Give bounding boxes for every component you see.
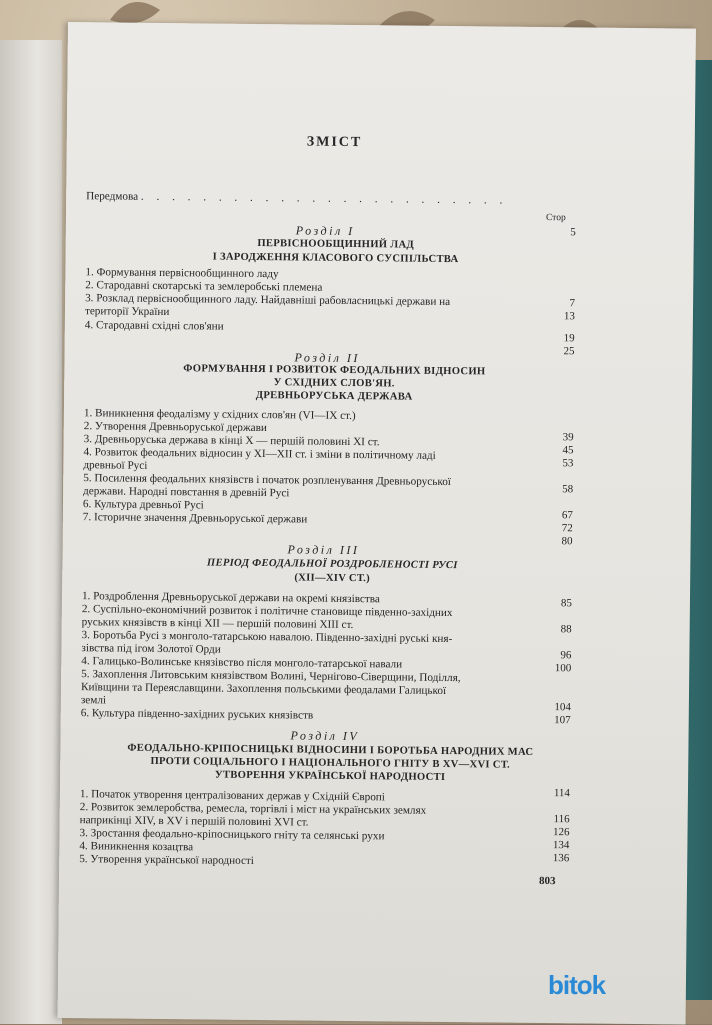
s4-page-2: 116 [553, 813, 570, 826]
section-4-name: Розділ IV [290, 728, 360, 744]
s3-item-2b: руських князівств в кінці XII — першій половині XIII ст. [81, 616, 354, 632]
s2-item-3: 3. Древньоруська держава в кінці X — першій половині XI ст. [83, 433, 380, 449]
s2-item-4: 4. Розвиток феодальних відносин у XI—XII ст. і зміни в політичному ладі [83, 446, 436, 462]
s4-item-3: 3. Зростання феодально-кріпосницького гніту та селянські рухи [79, 827, 385, 843]
s1-page-2: 13 [563, 310, 576, 323]
section-3-heading-2: (XII—XIV СТ.) [294, 572, 371, 585]
s4-page-1: 114 [553, 787, 571, 800]
s2-page-4: 58 [562, 483, 574, 496]
s3-page-4: 100 [554, 662, 572, 675]
s1-item-2: 2. Стародавні скотарські та землеробські племена [85, 279, 323, 294]
s3-item-5: 5. Захоплення Литовським князівством Волині, Чернігово-Сіверщини, Поділля, [81, 668, 461, 685]
preface-page: 5 [570, 226, 576, 239]
section-4-heading-2: ПРОТИ СОЦІАЛЬНОГО І НАЦІОНАЛЬНОГО ГНІТУ В XV—XVI СТ. [150, 755, 511, 771]
s2-item-6: 6. Культура древньої Русі [82, 498, 204, 512]
s2-item-7: 7. Історичне значення Древньоруської держави [82, 511, 308, 526]
section-2-heading-2: У СХІДНИХ СЛОВ'ЯН. [273, 377, 395, 390]
s3-page-2: 88 [560, 623, 572, 636]
s1-item-4: 4. Стародавні східні слов'яни [84, 319, 224, 333]
s3-item-3: 3. Боротьба Русі з монголо-татарською навалою. Південно-західні руські кня- [81, 629, 453, 646]
section-4-heading-3: УТВОРЕННЯ УКРАЇНСЬКОЇ НАРОДНОСТІ [214, 769, 446, 783]
s3-item-5c: землі [80, 694, 107, 707]
section-2-heading-1: ФОРМУВАННЯ І РОЗВИТОК ФЕОДАЛЬНИХ ВІДНОСИН [183, 363, 486, 378]
s2-item-1: 1. Виникнення феодалізму у східних слов'ян (VI—IX ст.) [83, 407, 356, 423]
s3-page-6: 107 [554, 714, 571, 727]
s3-page-5: 104 [554, 701, 571, 714]
section-1-heading-1: ПЕРВІСНООБЩИННИЙ ЛАД [257, 237, 415, 251]
section-4-heading-1: ФЕОДАЛЬНО-КРІПОСНИЦЬКІ ВІДНОСИНИ І БОРОТЬБА НАРОДНИХ МАС [127, 742, 534, 758]
book-page [58, 22, 696, 1025]
s4-item-4: 4. Виникнення козацтва [79, 840, 194, 854]
s4-item-2b: наприкінці XIV, в XV і першій половині XVI ст. [79, 814, 309, 829]
s3-item-1: 1. Роздроблення Древньоруської держави на окремі князівства [81, 590, 380, 606]
s3-item-2: 2. Суспільно-економічний розвиток і політичне становище південно-західних [81, 603, 453, 620]
watermark-logo [548, 970, 605, 1001]
section-2-name: Розділ II [294, 350, 360, 366]
s2-page-3: 53 [562, 457, 574, 470]
stor-label: Стор [545, 213, 566, 224]
section-3-heading-1: ПЕРІОД ФЕОДАЛЬНОЇ РОЗДРОБЛЕНОСТІ РУСІ [206, 557, 458, 572]
s4-page-3: 126 [552, 826, 570, 839]
s3-item-6: 6. Культура південно-західних руських князівств [80, 707, 314, 722]
s1-item-1: 1. Формування первіснообщинного ладу [85, 266, 279, 281]
page-title: ЗМІСТ [306, 134, 363, 151]
s4-page-4: 134 [552, 839, 570, 852]
s2-page-1: 39 [562, 431, 574, 444]
s1-item-3: 3. Розклад первіснообщинного ладу. Найдавніші рабовласницькі держави на [85, 292, 451, 309]
s2-page-5: 67 [561, 509, 573, 522]
s4-item-5: 5. Утворення української народності [79, 853, 255, 867]
s2-page-7: 80 [561, 535, 573, 548]
s2-item-2: 2. Утворення Древньоруської держави [83, 420, 267, 435]
s2-item-4b: древньої Русі [83, 459, 148, 472]
s3-item-5b: Київщини та Переяславщини. Захоплення польськими феодалами Галицької [80, 681, 447, 697]
s3-page-3: 96 [560, 649, 572, 662]
s2-item-5b: держави. Народні повстання в древній Русі [83, 485, 290, 500]
preface-label: Передмова [86, 190, 139, 203]
s2-item-5: 5. Посилення феодальних князівств і початок розпленування Древньоруської [83, 472, 452, 489]
left-page-edge [0, 40, 62, 1024]
preface-row: Передмова . . . . . . . . . . . . . . . . . . . . . . . . [86, 190, 508, 207]
watermark-text: bitok [548, 970, 606, 1000]
section-2-heading-3: ДРЕВНЬОРУСЬКА ДЕРЖАВА [255, 389, 413, 403]
s3-page-1: 85 [560, 597, 573, 610]
s4-item-2: 2. Розвиток землеробства, ремесла, торгівлі і міст на українських землях [79, 801, 427, 817]
s4-item-1: 1. Початок утворення централізованих держав у Східній Європі [79, 788, 385, 804]
s2-page-6: 72 [561, 522, 573, 535]
s1-page-1: 7 [569, 297, 576, 310]
footer-page-number: 803 [538, 874, 556, 888]
s1-page-4: 25 [563, 345, 575, 358]
s1-item-3b: території України [84, 305, 170, 319]
section-1-name: Розділ I [295, 223, 355, 239]
s3-item-3b: зівства під ігом Золотої Орди [81, 642, 221, 656]
s4-page-5: 136 [552, 852, 570, 865]
s1-page-3: 19 [563, 332, 575, 345]
section-1-heading-2: І ЗАРОДЖЕННЯ КЛАСОВОГО СУСПІЛЬСТВА [212, 251, 459, 266]
section-3-name: Розділ III [287, 542, 360, 558]
s2-page-2: 45 [562, 444, 574, 457]
s3-item-4: 4. Галицько-Волинське князівство після монголо-татарської навали [81, 655, 403, 671]
